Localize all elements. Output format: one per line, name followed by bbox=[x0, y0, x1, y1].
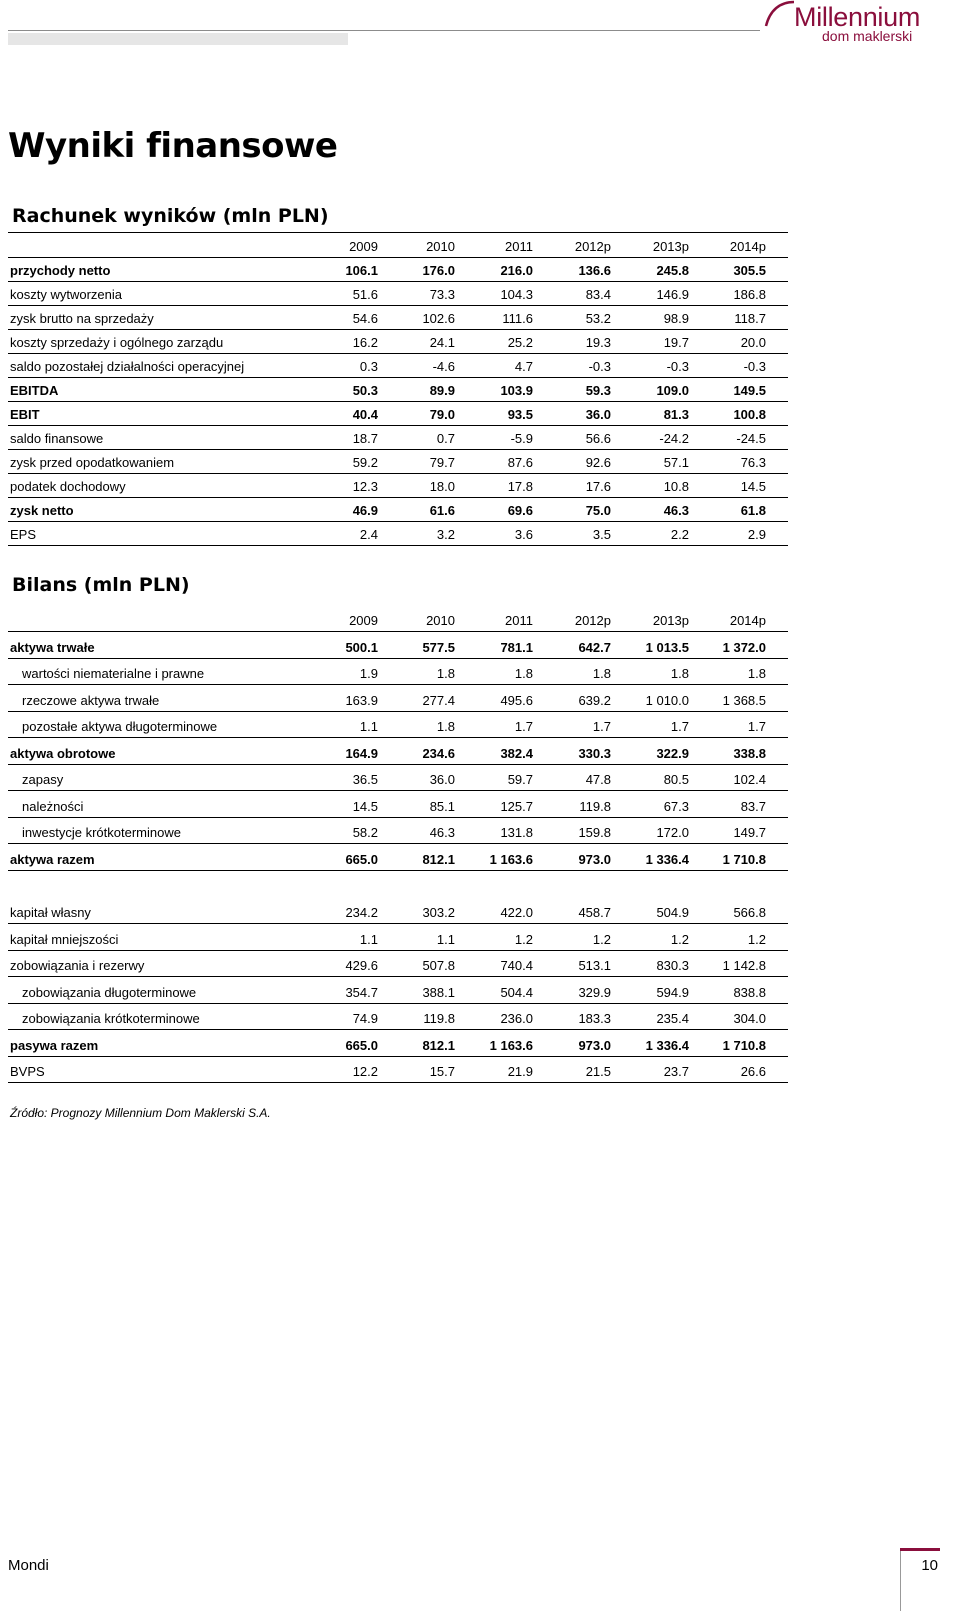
cell-value: 500.1 bbox=[345, 639, 378, 655]
cell-value: 0.7 bbox=[436, 431, 455, 446]
table-row bbox=[8, 791, 788, 818]
cell-value: 23.7 bbox=[663, 1064, 689, 1079]
cell-value: 812.1 bbox=[422, 1037, 455, 1053]
row-label: pozostałe aktywa długoterminowe bbox=[22, 719, 218, 734]
cell-value: 973.0 bbox=[578, 851, 611, 867]
cell-value: 304.0 bbox=[733, 1011, 766, 1026]
cell-value: 74.9 bbox=[352, 1011, 378, 1026]
cell-value: 12.3 bbox=[352, 479, 378, 494]
year-header: 2010 bbox=[426, 613, 455, 628]
cell-value: -0.3 bbox=[743, 359, 766, 374]
cell-value: 83.4 bbox=[585, 287, 611, 302]
row-label: zobowiązania krótkoterminowe bbox=[22, 1011, 200, 1026]
cell-value: 149.5 bbox=[733, 383, 766, 398]
cell-value: 504.9 bbox=[656, 905, 689, 920]
cell-value: 354.7 bbox=[345, 984, 378, 1000]
cell-value: -24.5 bbox=[736, 431, 766, 446]
cell-value: 1.2 bbox=[514, 931, 533, 947]
cell-value: 303.2 bbox=[422, 905, 455, 920]
cell-value: 3.2 bbox=[436, 527, 455, 542]
cell-value: 1.2 bbox=[592, 931, 611, 947]
cell-value: 59.2 bbox=[352, 455, 378, 470]
footer-page-accent bbox=[900, 1548, 940, 1551]
cell-value: 429.6 bbox=[345, 958, 378, 973]
cell-value: 186.8 bbox=[733, 287, 766, 302]
year-header: 2013p bbox=[652, 239, 689, 254]
cell-value: 245.8 bbox=[656, 263, 689, 278]
cell-value: 172.0 bbox=[656, 825, 689, 840]
cell-value: 80.5 bbox=[663, 772, 689, 787]
cell-value: 642.7 bbox=[578, 639, 611, 655]
cell-value: 24.1 bbox=[429, 335, 455, 350]
cell-value: 234.2 bbox=[345, 905, 378, 920]
row-label: EPS bbox=[10, 527, 37, 542]
cell-value: 102.4 bbox=[733, 772, 766, 787]
cell-value: 98.9 bbox=[663, 311, 689, 326]
table-row bbox=[8, 738, 788, 765]
cell-value: 17.8 bbox=[507, 479, 533, 494]
row-label: zysk przed opodatkowaniem bbox=[10, 455, 175, 470]
table-row bbox=[8, 1057, 788, 1084]
cell-value: 163.9 bbox=[345, 692, 378, 708]
cell-value: 1 336.4 bbox=[645, 1037, 689, 1053]
table-row bbox=[8, 1030, 788, 1057]
row-label: należności bbox=[22, 798, 84, 814]
cell-value: 92.6 bbox=[585, 455, 611, 470]
cell-value: 566.8 bbox=[733, 905, 766, 920]
cell-value: 61.8 bbox=[740, 503, 766, 518]
footer-company: Mondi bbox=[8, 1557, 49, 1574]
year-header: 2012p bbox=[574, 613, 611, 628]
table-row bbox=[8, 330, 788, 354]
cell-value: 47.8 bbox=[585, 772, 611, 787]
cell-value: 973.0 bbox=[578, 1037, 611, 1053]
cell-value: 1.1 bbox=[359, 931, 378, 947]
balance-section-title: Bilans (mln PLN) bbox=[12, 574, 190, 596]
table-row bbox=[8, 498, 788, 522]
cell-value: 422.0 bbox=[500, 905, 533, 920]
cell-value: 1 163.6 bbox=[489, 1037, 533, 1053]
table-row bbox=[8, 450, 788, 474]
cell-value: 46.3 bbox=[663, 503, 689, 518]
cell-value: 1.8 bbox=[514, 666, 533, 681]
cell-value: 17.6 bbox=[585, 479, 611, 494]
cell-value: 504.4 bbox=[500, 984, 533, 1000]
cell-value: -0.3 bbox=[588, 359, 611, 374]
cell-value: 216.0 bbox=[500, 263, 533, 278]
row-label: zysk brutto na sprzedaży bbox=[10, 311, 154, 326]
table-row bbox=[8, 474, 788, 498]
row-label: kapitał mniejszości bbox=[10, 931, 119, 947]
cell-value: 51.6 bbox=[352, 287, 378, 302]
table-header-row bbox=[8, 608, 788, 632]
cell-value: 40.4 bbox=[352, 407, 378, 422]
row-label: saldo finansowe bbox=[10, 431, 104, 446]
cell-value: 2.4 bbox=[359, 527, 378, 542]
row-label: saldo pozostałej działalności operacyjnej bbox=[10, 359, 245, 374]
table-row bbox=[8, 306, 788, 330]
cell-value: 19.7 bbox=[663, 335, 689, 350]
table-row bbox=[8, 632, 788, 659]
row-label: aktywa obrotowe bbox=[10, 745, 116, 761]
cell-value: 73.3 bbox=[429, 287, 455, 302]
cell-value: 305.5 bbox=[733, 263, 766, 278]
cell-value: 67.3 bbox=[663, 798, 689, 814]
source-note: Źródło: Prognozy Millennium Dom Maklerski S.A. bbox=[10, 1106, 271, 1120]
cell-value: 111.6 bbox=[502, 311, 533, 326]
cell-value: 3.6 bbox=[514, 527, 533, 542]
cell-value: 1.8 bbox=[436, 719, 455, 734]
year-header: 2009 bbox=[349, 613, 378, 628]
cell-value: 665.0 bbox=[345, 851, 378, 867]
cell-value: 69.6 bbox=[507, 503, 533, 518]
cell-value: 176.0 bbox=[422, 263, 455, 278]
cell-value: 3.5 bbox=[592, 527, 611, 542]
cell-value: 830.3 bbox=[656, 958, 689, 973]
cell-value: 83.7 bbox=[740, 798, 766, 814]
cell-value: 234.6 bbox=[422, 745, 455, 761]
cell-value: 639.2 bbox=[578, 692, 611, 708]
row-label: aktywa trwałe bbox=[10, 639, 95, 655]
table-row bbox=[8, 977, 788, 1004]
cell-value: 56.6 bbox=[585, 431, 611, 446]
row-label: rzeczowe aktywa trwałe bbox=[22, 692, 160, 708]
row-label: podatek dochodowy bbox=[10, 479, 126, 494]
cell-value: 20.0 bbox=[740, 335, 766, 350]
table-row bbox=[8, 1004, 788, 1031]
table-row bbox=[8, 258, 788, 282]
cell-value: 330.3 bbox=[578, 745, 611, 761]
row-label: zobowiązania i rezerwy bbox=[10, 958, 145, 973]
row-label: koszty sprzedaży i ogólnego zarządu bbox=[10, 335, 224, 350]
year-header: 2013p bbox=[652, 613, 689, 628]
cell-value: 1 710.8 bbox=[722, 851, 766, 867]
row-label: EBIT bbox=[10, 407, 40, 422]
cell-value: 125.7 bbox=[500, 798, 533, 814]
year-header: 2010 bbox=[426, 239, 455, 254]
cell-value: 1.2 bbox=[747, 931, 766, 947]
cell-value: 2.2 bbox=[670, 527, 689, 542]
cell-value: 0.3 bbox=[359, 359, 378, 374]
table-row bbox=[8, 924, 788, 951]
cell-value: 136.6 bbox=[578, 263, 611, 278]
table-row bbox=[8, 685, 788, 712]
row-label: kapitał własny bbox=[10, 905, 91, 920]
table-row bbox=[8, 402, 788, 426]
cell-value: 740.4 bbox=[500, 958, 533, 973]
cell-value: 781.1 bbox=[500, 639, 533, 655]
row-label: przychody netto bbox=[10, 263, 111, 278]
cell-value: 146.9 bbox=[656, 287, 689, 302]
cell-value: 102.6 bbox=[422, 311, 455, 326]
row-label: zobowiązania długoterminowe bbox=[22, 984, 197, 1000]
cell-value: 14.5 bbox=[740, 479, 766, 494]
cell-value: 4.7 bbox=[514, 359, 533, 374]
cell-value: 1 368.5 bbox=[722, 692, 766, 708]
cell-value: 118.7 bbox=[734, 311, 766, 326]
cell-value: 458.7 bbox=[578, 905, 611, 920]
cell-value: 329.9 bbox=[578, 984, 611, 1000]
table-row bbox=[8, 354, 788, 378]
table-row bbox=[8, 765, 788, 792]
cell-value: 15.7 bbox=[429, 1064, 455, 1079]
cell-value: 1 013.5 bbox=[645, 639, 689, 655]
table-row bbox=[8, 378, 788, 402]
header-shade-bar bbox=[8, 33, 348, 45]
cell-value: 18.7 bbox=[352, 431, 378, 446]
income-section-rule bbox=[8, 232, 788, 233]
cell-value: 838.8 bbox=[733, 984, 766, 1000]
cell-value: 100.8 bbox=[733, 407, 766, 422]
cell-value: 10.8 bbox=[663, 479, 689, 494]
cell-value: 1 710.8 bbox=[722, 1037, 766, 1053]
cell-value: 103.9 bbox=[500, 383, 533, 398]
year-header: 2011 bbox=[505, 613, 533, 628]
cell-value: 812.1 bbox=[422, 851, 455, 867]
cell-value: 131.8 bbox=[500, 825, 533, 840]
row-label: koszty wytworzenia bbox=[10, 287, 122, 302]
cell-value: 59.3 bbox=[585, 383, 611, 398]
cell-value: 1 010.0 bbox=[645, 692, 689, 708]
table-row bbox=[8, 282, 788, 306]
logo-subtitle: dom maklerski bbox=[822, 28, 913, 44]
table-header-row bbox=[8, 234, 788, 258]
cell-value: 46.9 bbox=[352, 503, 378, 518]
cell-value: 322.9 bbox=[656, 745, 689, 761]
table-row bbox=[8, 951, 788, 978]
cell-value: 236.0 bbox=[500, 1011, 533, 1026]
cell-value: 1.1 bbox=[436, 931, 455, 947]
cell-value: 1 372.0 bbox=[722, 639, 766, 655]
cell-value: 89.9 bbox=[429, 383, 455, 398]
cell-value: 388.1 bbox=[422, 984, 455, 1000]
year-header: 2011 bbox=[505, 239, 533, 254]
cell-value: 14.5 bbox=[352, 798, 378, 814]
cell-value: 164.9 bbox=[345, 745, 378, 761]
row-label: EBITDA bbox=[10, 383, 59, 398]
table-row bbox=[8, 712, 788, 739]
year-header: 2014p bbox=[729, 613, 766, 628]
cell-value: 507.8 bbox=[422, 958, 455, 973]
cell-value: 59.7 bbox=[507, 772, 533, 787]
cell-value: 1.7 bbox=[592, 719, 611, 734]
cell-value: 57.1 bbox=[663, 455, 689, 470]
cell-value: 513.1 bbox=[578, 958, 611, 973]
cell-value: -5.9 bbox=[510, 431, 533, 446]
cell-value: 1.7 bbox=[670, 719, 689, 734]
cell-value: 382.4 bbox=[500, 745, 533, 761]
table-row bbox=[8, 818, 788, 845]
cell-value: 12.2 bbox=[352, 1064, 378, 1079]
cell-value: 61.6 bbox=[429, 503, 455, 518]
cell-value: -0.3 bbox=[666, 359, 689, 374]
cell-value: 277.4 bbox=[422, 692, 455, 708]
cell-value: 26.6 bbox=[740, 1064, 766, 1079]
row-label: BVPS bbox=[10, 1064, 45, 1079]
cell-value: 53.2 bbox=[585, 311, 611, 326]
cell-value: -24.2 bbox=[659, 431, 689, 446]
cell-value: 235.4 bbox=[656, 1011, 689, 1026]
table-row bbox=[8, 659, 788, 686]
cell-value: 21.5 bbox=[585, 1064, 611, 1079]
cell-value: 1 336.4 bbox=[645, 851, 689, 867]
cell-value: 109.0 bbox=[656, 383, 689, 398]
cell-value: 85.1 bbox=[429, 798, 455, 814]
table-row bbox=[8, 426, 788, 450]
cell-value: 119.8 bbox=[579, 798, 611, 814]
cell-value: 76.3 bbox=[740, 455, 766, 470]
row-label: inwestycje krótkoterminowe bbox=[22, 825, 181, 840]
row-label: zysk netto bbox=[10, 503, 74, 518]
cell-value: 54.6 bbox=[352, 311, 378, 326]
cell-value: 36.0 bbox=[429, 772, 455, 787]
income-section-title: Rachunek wyników (mln PLN) bbox=[12, 205, 329, 227]
cell-value: 1.9 bbox=[359, 666, 378, 681]
year-header: 2009 bbox=[349, 239, 378, 254]
cell-value: 1.8 bbox=[436, 666, 455, 681]
cell-value: 149.7 bbox=[733, 825, 766, 840]
cell-value: 1.8 bbox=[747, 666, 766, 681]
cell-value: 46.3 bbox=[429, 825, 455, 840]
cell-value: 338.8 bbox=[733, 745, 766, 761]
row-label: pasywa razem bbox=[10, 1037, 99, 1053]
cell-value: 36.0 bbox=[585, 407, 611, 422]
cell-value: 119.8 bbox=[423, 1011, 455, 1026]
cell-value: 577.5 bbox=[422, 639, 455, 655]
year-header: 2014p bbox=[729, 239, 766, 254]
cell-value: 93.5 bbox=[507, 407, 533, 422]
cell-value: 19.3 bbox=[585, 335, 611, 350]
page-number: 10 bbox=[921, 1557, 938, 1574]
cell-value: -4.6 bbox=[432, 359, 455, 374]
cell-value: 1.2 bbox=[670, 931, 689, 947]
cell-value: 21.9 bbox=[507, 1064, 533, 1079]
cell-value: 159.8 bbox=[578, 825, 611, 840]
table-row bbox=[8, 522, 788, 546]
cell-value: 1.7 bbox=[747, 719, 766, 734]
cell-value: 104.3 bbox=[500, 287, 533, 302]
cell-value: 594.9 bbox=[656, 984, 689, 1000]
millennium-logo bbox=[760, 0, 960, 46]
cell-value: 1.8 bbox=[592, 666, 611, 681]
table-row bbox=[8, 844, 788, 871]
row-label: zapasy bbox=[22, 772, 64, 787]
row-label: wartości niematerialne i prawne bbox=[22, 666, 205, 681]
page-title: Wyniki finansowe bbox=[8, 126, 338, 166]
cell-value: 58.2 bbox=[352, 825, 378, 840]
cell-value: 36.5 bbox=[352, 772, 378, 787]
cell-value: 1.1 bbox=[359, 719, 378, 734]
cell-value: 106.1 bbox=[345, 263, 378, 278]
cell-value: 81.3 bbox=[663, 407, 689, 422]
year-header: 2012p bbox=[574, 239, 611, 254]
cell-value: 495.6 bbox=[500, 692, 533, 708]
cell-value: 79.0 bbox=[429, 407, 455, 422]
cell-value: 50.3 bbox=[352, 383, 378, 398]
logo-name: Millennium bbox=[794, 2, 921, 32]
cell-value: 79.7 bbox=[429, 455, 455, 470]
table-row bbox=[8, 898, 788, 925]
cell-value: 18.0 bbox=[429, 479, 455, 494]
cell-value: 2.9 bbox=[747, 527, 766, 542]
cell-value: 75.0 bbox=[585, 503, 611, 518]
cell-value: 1 163.6 bbox=[489, 851, 533, 867]
row-label: aktywa razem bbox=[10, 851, 95, 867]
cell-value: 1.8 bbox=[670, 666, 689, 681]
cell-value: 1.7 bbox=[514, 719, 533, 734]
cell-value: 1 142.8 bbox=[722, 958, 766, 973]
cell-value: 87.6 bbox=[507, 455, 533, 470]
cell-value: 183.3 bbox=[578, 1011, 611, 1026]
cell-value: 16.2 bbox=[352, 335, 378, 350]
cell-value: 25.2 bbox=[507, 335, 533, 350]
cell-value: 665.0 bbox=[345, 1037, 378, 1053]
